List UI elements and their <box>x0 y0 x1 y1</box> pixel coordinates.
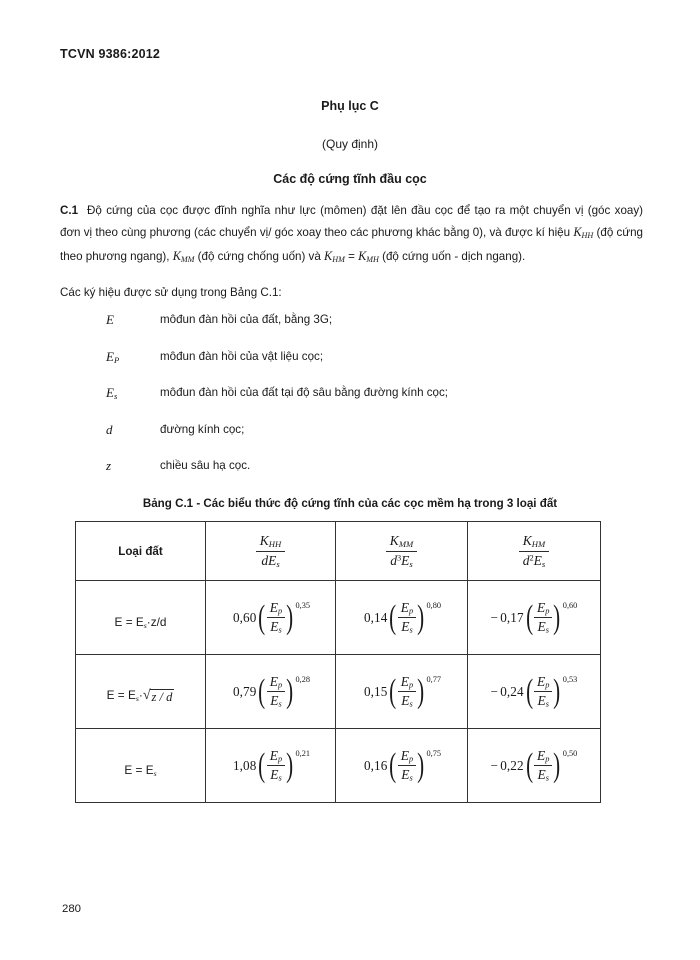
definition-symbol: $E_P$ <box>106 348 120 365</box>
left-paren: ( <box>389 598 397 636</box>
power-expression <box>491 674 578 710</box>
clause-text-part1: Độ cứng của cọc được đĩnh nghĩa như lực (mômen) đặt lên đầu cọc để tạo ra một chuyển vị (góc xoay) đơn vị theo cùng phương (các chuyển vị/ góc xoay theo các phương khác bằng 0), và được kí hiệu <box>60 204 643 239</box>
soil-type-cell <box>76 655 206 729</box>
modulus-ratio: $\frac{E_p}{E_s}$ <box>398 600 416 636</box>
exponent: 0,77 <box>426 674 442 684</box>
symbols-intro-paragraph: Các ký hiệu được sử dụng trong Bảng C.1: <box>60 286 282 299</box>
exponent: 0,50 <box>562 748 578 758</box>
modulus-ratio: $\frac{E_p}{E_s}$ <box>398 674 416 710</box>
khh-formula-cell <box>206 729 336 803</box>
right-paren: ) <box>286 598 294 636</box>
exponent: 0,75 <box>426 748 442 758</box>
exponent: 0,21 <box>295 748 311 758</box>
power-expression <box>231 600 310 636</box>
table-header-row <box>76 522 601 581</box>
fraction-numerator: $K_{HM}$ <box>519 533 550 551</box>
exponent: 0,35 <box>295 600 311 610</box>
right-paren: ) <box>417 672 425 710</box>
table-header-kmm <box>336 522 468 581</box>
coefficient: 0,15 <box>363 683 388 699</box>
fraction-khm <box>519 533 550 568</box>
clause-number: C.1 <box>60 204 79 217</box>
square-root <box>143 689 175 705</box>
left-paren: ( <box>525 672 533 710</box>
kmm-formula-cell <box>336 655 468 729</box>
right-paren: ) <box>553 672 561 710</box>
power-expression <box>362 748 441 784</box>
table-caption: Bảng C.1 - Các biểu thức độ cứng tĩnh của các cọc mềm hạ trong 3 loại đất <box>142 497 558 510</box>
coefficient: − 0,22 <box>490 757 524 773</box>
definition-item <box>0 458 700 495</box>
modulus-ratio: $\frac{E_p}{E_s}$ <box>534 674 552 710</box>
power-expression <box>362 674 441 710</box>
modulus-ratio: $\frac{E_p}{E_s}$ <box>267 748 285 784</box>
khm-formula-cell <box>468 655 601 729</box>
coefficient: 0,79 <box>232 683 257 699</box>
clause-text-part4: (độ cứng uốn - dịch ngang). <box>378 249 526 263</box>
symbol-khm: $K_{HM}$ <box>324 248 345 264</box>
soil-expression: $E = E_s$ <box>124 762 157 778</box>
clause-c1-paragraph <box>60 200 643 270</box>
definition-description: môđun đàn hồi của vật liệu cọc; <box>160 349 324 363</box>
coefficient: 0,14 <box>363 609 388 625</box>
soil-type-cell <box>76 729 206 803</box>
symbol-definition-list <box>0 312 700 495</box>
clause-text-part2: (độ cứng theo phương ngang), <box>60 225 643 263</box>
table-row <box>76 729 601 803</box>
appendix-kind: (Quy định) <box>321 137 379 151</box>
table-header-khm <box>468 522 601 581</box>
modulus-ratio: $\frac{E_p}{E_s}$ <box>534 600 552 636</box>
fraction-numerator: $K_{MM}$ <box>386 533 417 551</box>
power-expression <box>491 748 578 784</box>
radicand: z / d <box>151 689 173 704</box>
left-paren: ( <box>389 672 397 710</box>
right-paren: ) <box>417 746 425 784</box>
clause-text-part3: (độ cứng chống uốn) và <box>194 249 325 263</box>
khh-formula-cell <box>206 581 336 655</box>
definition-description: môđun đàn hồi của đất tại độ sâu bằng đường kính cọc; <box>160 386 449 399</box>
symbol-kmh: $K_{MH}$ <box>358 248 379 264</box>
right-paren: ) <box>553 598 561 636</box>
khm-formula-cell <box>468 581 601 655</box>
table-row <box>76 581 601 655</box>
page-number: 280 <box>62 903 82 915</box>
definition-item <box>0 385 700 422</box>
left-paren: ( <box>258 672 266 710</box>
table-header-khh <box>206 522 336 581</box>
coefficient: 1,08 <box>232 757 257 773</box>
coefficient: − 0,24 <box>490 683 524 699</box>
soil-expression: $E = E_s\cdot z/d$ <box>114 614 167 630</box>
fraction-khh <box>256 533 285 568</box>
symbol-khh: $K_{HH}$ <box>573 224 594 240</box>
khm-formula-cell <box>468 729 601 803</box>
power-expression <box>491 600 578 636</box>
definition-symbol: E <box>106 312 114 327</box>
power-expression <box>231 748 310 784</box>
fraction-denominator: $dE_s$ <box>261 552 280 569</box>
definition-description: chiều sâu hạ cọc. <box>160 459 251 472</box>
soil-expression: $E = E_s\cdot$ √ z / d <box>106 687 173 704</box>
right-paren: ) <box>553 746 561 784</box>
definition-symbol: d <box>106 421 113 437</box>
fraction-kmm <box>386 533 417 568</box>
power-expression <box>362 600 441 636</box>
left-paren: ( <box>525 598 533 636</box>
left-paren: ( <box>258 746 266 784</box>
modulus-ratio: $\frac{E_p}{E_s}$ <box>267 674 285 710</box>
modulus-ratio: $\frac{E_p}{E_s}$ <box>398 748 416 784</box>
appendix-subject-heading: Các độ cứng tĩnh đầu cọc <box>273 172 427 186</box>
left-paren: ( <box>525 746 533 784</box>
definition-description: môđun đàn hồi của đất, bằng 3G; <box>160 313 333 326</box>
definition-item <box>0 422 700 459</box>
exponent: 0,53 <box>562 674 578 684</box>
coefficient: 0,60 <box>232 609 257 625</box>
table-header-soil-type <box>76 522 206 581</box>
right-paren: ) <box>417 598 425 636</box>
kmm-formula-cell <box>336 581 468 655</box>
right-paren: ) <box>286 746 294 784</box>
clause-equals: = <box>344 249 359 263</box>
definition-description: đường kính cọc; <box>160 422 245 436</box>
definition-item <box>0 349 700 386</box>
stiffness-table-wrapper <box>75 521 600 803</box>
exponent: 0,60 <box>562 600 578 610</box>
fraction-numerator: $K_{HH}$ <box>256 533 285 551</box>
coefficient: − 0,17 <box>490 609 524 625</box>
exponent: 0,80 <box>426 600 442 610</box>
kmm-formula-cell <box>336 729 468 803</box>
coefficient: 0,16 <box>363 757 388 773</box>
radical-sign: √ <box>142 687 151 703</box>
power-expression <box>231 674 310 710</box>
symbol-kmm: $K_{MM}$ <box>172 248 195 264</box>
khh-formula-cell <box>206 655 336 729</box>
definition-symbol: z <box>106 458 112 473</box>
left-paren: ( <box>258 598 266 636</box>
header-label: Loại đất <box>118 545 163 558</box>
definition-symbol: $E_s$ <box>106 385 118 402</box>
fraction-denominator: $d^2E_s$ <box>522 552 546 569</box>
soil-type-cell <box>76 581 206 655</box>
definition-item <box>0 312 700 349</box>
document-code-header: TCVN 9386:2012 <box>60 47 161 61</box>
table-row <box>76 655 601 729</box>
stiffness-table <box>75 521 601 803</box>
right-paren: ) <box>286 672 294 710</box>
left-paren: ( <box>389 746 397 784</box>
modulus-ratio: $\frac{E_p}{E_s}$ <box>267 600 285 636</box>
exponent: 0,28 <box>295 674 311 684</box>
fraction-denominator: $d^3E_s$ <box>390 552 413 569</box>
appendix-title: Phụ lục C <box>321 99 379 113</box>
modulus-ratio: $\frac{E_p}{E_s}$ <box>534 748 552 784</box>
